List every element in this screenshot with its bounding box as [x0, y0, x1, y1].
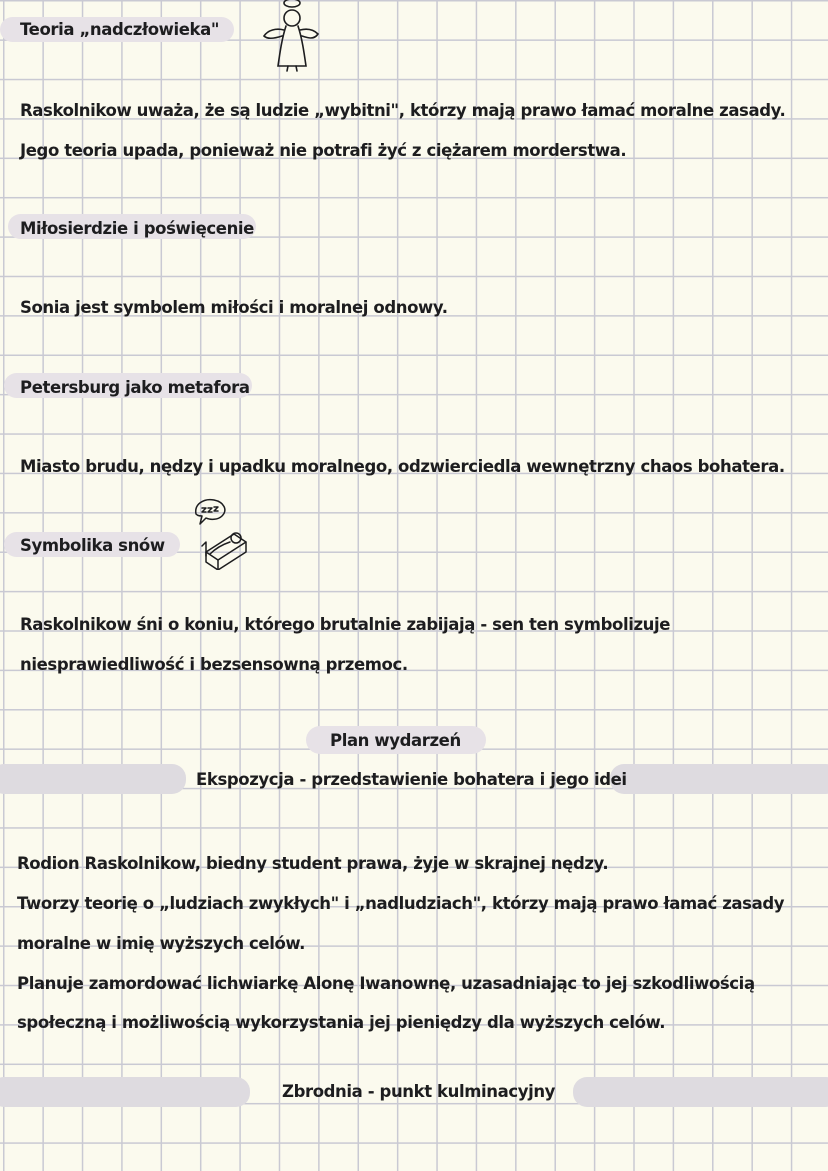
dreams-line-1: Raskolnikow śni o koniu, którego brutalnie zabijają - sen ten symbolizuje: [20, 615, 671, 634]
section-heading-theory: Teoria „nadczłowieka": [20, 20, 220, 39]
section-heading-mercy: Miłosierdzie i poświęcenie: [20, 219, 254, 238]
divider-bar-right: [610, 764, 828, 794]
plan-title: Plan wydarzeń: [330, 731, 461, 750]
divider-bar-right: [573, 1077, 828, 1107]
exposition-line-1: Rodion Raskolnikow, biedny student prawa, żyje w skrajnej nędzy.: [17, 854, 609, 873]
divider-bar-left: [0, 764, 186, 794]
angel-figure-doodle-icon: [258, 0, 322, 72]
exposition-line-3: moralne w imię wyższych celów.: [17, 934, 306, 953]
theory-line-1: Raskolnikow uważa, że są ludzie „wybitni", którzy mają prawo łamać moralne zasady.: [20, 101, 786, 120]
petersburg-line-1: Miasto brudu, nędzy i upadku moralnego, odzwierciedla wewnętrzny chaos bohatera.: [20, 457, 785, 476]
exposition-line-5: społeczną i możliwością wykorzystania jej pieniędzy dla wyższych celów.: [17, 1013, 666, 1032]
crime-title: Zbrodnia - punkt kulminacyjny: [282, 1082, 556, 1101]
exposition-line-2: Tworzy teorię o „ludziach zwykłych" i „nadludziach", którzy mają prawo łamać zasady: [17, 894, 785, 913]
mercy-line-1: Sonia jest symbolem miłości i moralnej odnowy.: [20, 298, 448, 317]
dreams-line-2: niesprawiedliwość i bezsensowną przemoc.: [20, 655, 408, 674]
divider-bar-left: [0, 1077, 250, 1107]
exposition-title: Ekspozycja - przedstawienie bohatera i jego idei: [196, 770, 627, 789]
exposition-line-4: Planuje zamordować lichwiarkę Alonę Iwanownę, uzasadniając to jej szkodliwością: [17, 974, 755, 993]
section-heading-dreams: Symbolika snów: [20, 536, 165, 555]
section-heading-petersburg: Petersburg jako metafora: [20, 378, 250, 397]
theory-line-2: Jego teoria upada, ponieważ nie potrafi żyć z ciężarem morderstwa.: [20, 141, 627, 160]
sleeping-bed-doodle-icon: [192, 496, 250, 570]
